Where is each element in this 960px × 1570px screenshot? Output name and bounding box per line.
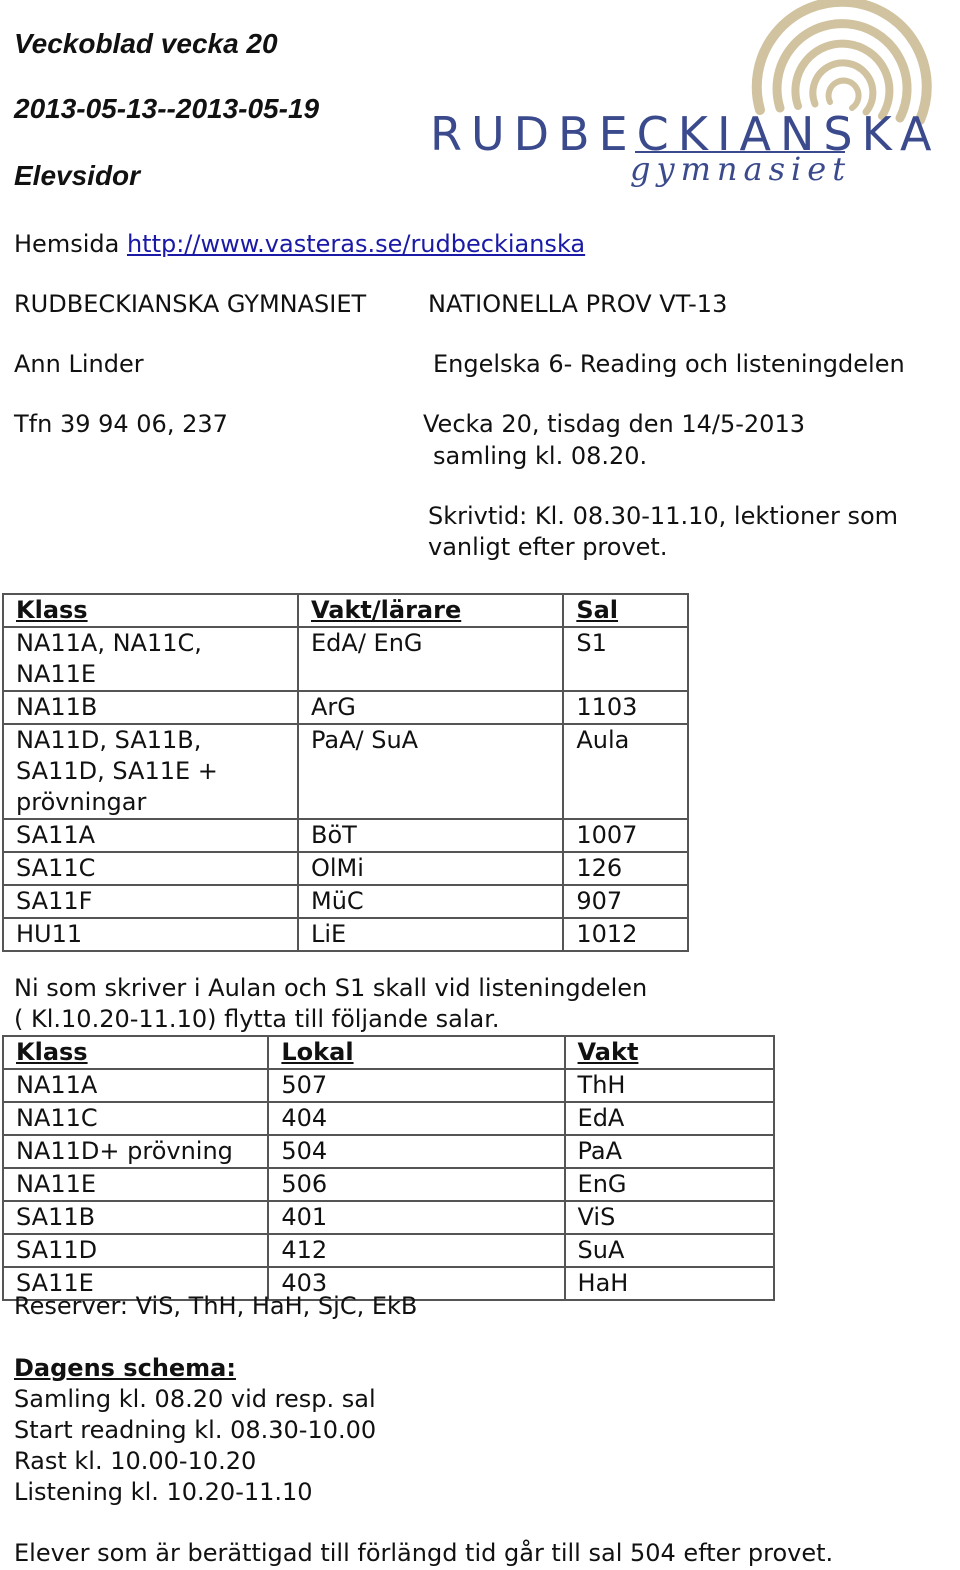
schedule-title: Dagens schema: <box>14 1354 236 1382</box>
room-assignment-table <box>2 593 689 952</box>
room-table-cell: BöT <box>298 819 563 852</box>
listening-table-cell: 404 <box>268 1102 564 1135</box>
listening-table-cell: SA11D <box>3 1234 268 1267</box>
spiral-logo-icon <box>430 0 960 200</box>
listening-table-cell: ThH <box>565 1069 774 1102</box>
room-table-row <box>3 691 688 724</box>
room-table-cell: 1103 <box>563 691 688 724</box>
room-table-cell: 1012 <box>563 918 688 951</box>
listening-table-row <box>3 1234 774 1267</box>
listening-table-cell: 507 <box>268 1069 564 1102</box>
exam-title: NATIONELLA PROV VT-13 <box>428 290 728 318</box>
listening-table-cell: 412 <box>268 1234 564 1267</box>
room-table-cell: S1 <box>563 627 688 691</box>
room-table-cell: PaA/ SuA <box>298 724 563 819</box>
homepage-label: Hemsida <box>14 230 120 258</box>
room-table-cell: LiE <box>298 918 563 951</box>
listening-table-header-cell: Lokal <box>268 1036 564 1069</box>
listening-table-cell: 403 <box>268 1267 564 1300</box>
schedule-list <box>14 1384 376 1508</box>
listening-table-cell: 504 <box>268 1135 564 1168</box>
listening-table-row <box>3 1135 774 1168</box>
contact-name: Ann Linder <box>14 350 144 378</box>
footer-note: Elever som är berättigad till förlängd tid går till sal 504 efter provet. <box>14 1539 834 1567</box>
room-table-cell: HU11 <box>3 918 298 951</box>
room-table-row <box>3 885 688 918</box>
listening-table-cell: ViS <box>565 1201 774 1234</box>
room-table-cell: 126 <box>563 852 688 885</box>
listening-table-cell: 401 <box>268 1201 564 1234</box>
listening-table-header-cell: Klass <box>3 1036 268 1069</box>
listening-table-cell: NA11A <box>3 1069 268 1102</box>
gathering-time: samling kl. 08.20. <box>433 442 648 470</box>
listening-table-header-row <box>3 1036 774 1069</box>
schedule-item: Rast kl. 10.00-10.20 <box>14 1447 257 1475</box>
room-table-row <box>3 627 688 691</box>
room-table-cell: NA11A, NA11C, NA11E <box>3 627 298 691</box>
writing-time-note: vanligt efter provet. <box>428 533 668 561</box>
exam-date: Vecka 20, tisdag den 14/5-2013 <box>423 410 805 438</box>
listening-table-header-cell: Vakt <box>565 1036 774 1069</box>
exam-subject: Engelska 6- Reading och listeningdelen <box>433 350 905 378</box>
schedule-item: Samling kl. 08.20 vid resp. sal <box>14 1385 376 1413</box>
room-table-row <box>3 918 688 951</box>
listening-table-cell: EnG <box>565 1168 774 1201</box>
writing-time: Skrivtid: Kl. 08.30-11.10, lektioner som <box>428 502 899 530</box>
listening-table-cell: SA11E <box>3 1267 268 1300</box>
room-table-row <box>3 819 688 852</box>
listening-table-cell: NA11D+ prövning <box>3 1135 268 1168</box>
listening-table-row <box>3 1168 774 1201</box>
listening-table-cell: PaA <box>565 1135 774 1168</box>
listening-table-row <box>3 1069 774 1102</box>
room-table-cell: NA11B <box>3 691 298 724</box>
room-table-cell: Aula <box>563 724 688 819</box>
logo-subname: gymnasiet <box>630 150 852 188</box>
room-table-cell: SA11A <box>3 819 298 852</box>
room-table-header-cell: Vakt/lärare <box>298 594 563 627</box>
reserves: Reserver: ViS, ThH, HaH, SjC, EkB <box>14 1292 418 1320</box>
room-table-row <box>3 724 688 819</box>
move-note-line2: ( Kl.10.20-11.10) flytta till följande salar. <box>14 1005 500 1033</box>
homepage-line <box>14 229 585 260</box>
schedule-item: Listening kl. 10.20-11.10 <box>14 1478 313 1506</box>
room-table-row <box>3 852 688 885</box>
listening-table-cell: HaH <box>565 1267 774 1300</box>
room-table-cell: NA11D, SA11B, SA11D, SA11E + prövningar <box>3 724 298 819</box>
logo-name: RUDBECKIANSKA <box>430 107 941 161</box>
listening-table-cell: NA11E <box>3 1168 268 1201</box>
room-table-header-cell: Sal <box>563 594 688 627</box>
page-subtitle: Elevsidor <box>14 160 141 191</box>
schedule-item: Start readning kl. 08.30-10.00 <box>14 1416 377 1444</box>
school-logo <box>430 0 960 200</box>
listening-table-cell: EdA <box>565 1102 774 1135</box>
room-table-header-row <box>3 594 688 627</box>
homepage-link[interactable]: http://www.vasteras.se/rudbeckianska <box>126 230 586 258</box>
room-table-cell: OlMi <box>298 852 563 885</box>
listening-table-cell: NA11C <box>3 1102 268 1135</box>
room-table-cell: SA11F <box>3 885 298 918</box>
listening-table-cell: SA11B <box>3 1201 268 1234</box>
room-table-cell: EdA/ EnG <box>298 627 563 691</box>
move-note-line1: Ni som skriver i Aulan och S1 skall vid listeningdelen <box>14 974 648 1002</box>
room-table-cell: SA11C <box>3 852 298 885</box>
room-table-header-cell: Klass <box>3 594 298 627</box>
room-table-cell: 907 <box>563 885 688 918</box>
listening-table-cell: SuA <box>565 1234 774 1267</box>
school-name: RUDBECKIANSKA GYMNASIET <box>14 290 367 318</box>
listening-table-row <box>3 1102 774 1135</box>
listening-table-cell: 506 <box>268 1168 564 1201</box>
listening-room-table <box>2 1035 775 1301</box>
page-title: Veckoblad vecka 20 <box>14 28 278 59</box>
date-range: 2013-05-13--2013-05-19 <box>14 93 320 124</box>
room-table-cell: MüC <box>298 885 563 918</box>
room-table-cell: ArG <box>298 691 563 724</box>
listening-table-row <box>3 1201 774 1234</box>
room-table-cell: 1007 <box>563 819 688 852</box>
contact-phone: Tfn 39 94 06, 237 <box>14 410 228 438</box>
